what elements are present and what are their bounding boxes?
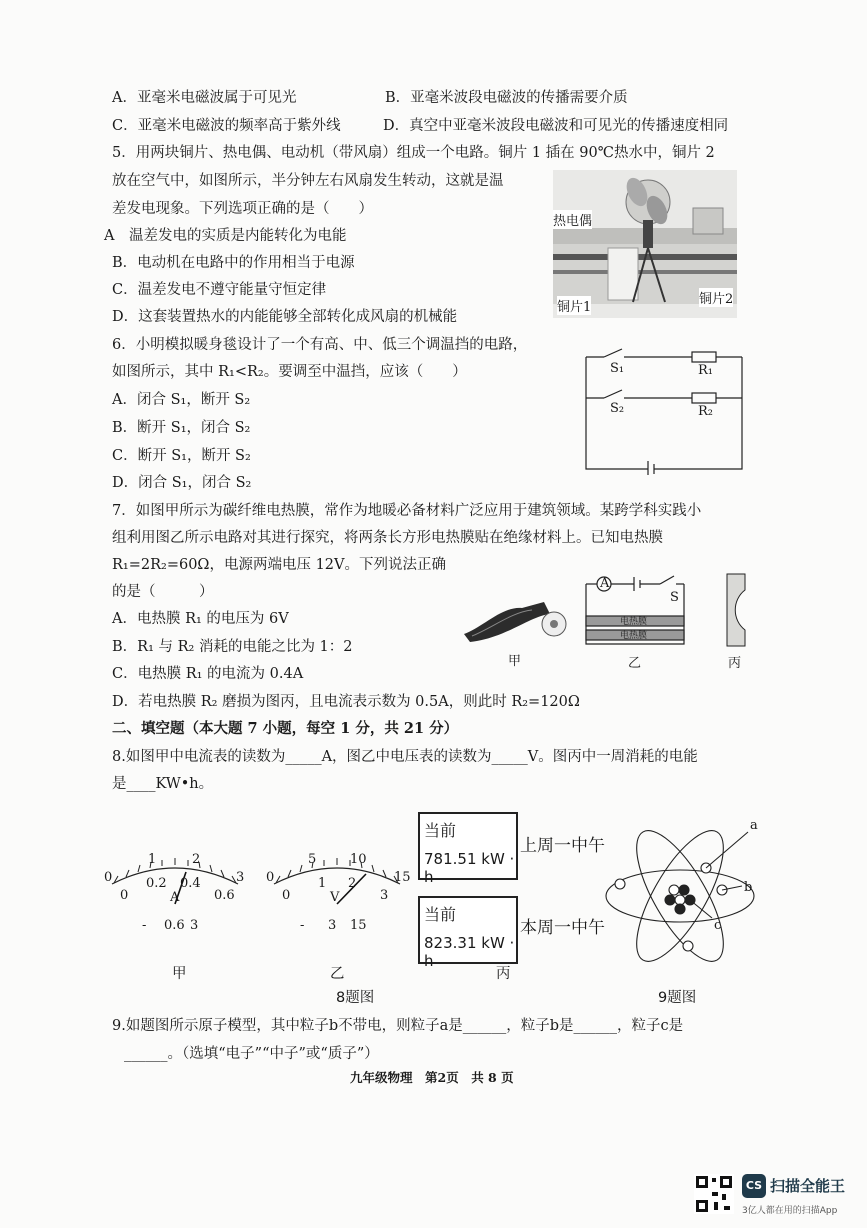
voltmeter-top-tick-0: 0 — [266, 870, 275, 885]
ammeter-bottom-tick-2: 0.4 — [180, 876, 201, 891]
q6-option-c: C．断开 S₁，断开 S₂ — [112, 448, 251, 464]
camscanner-logo — [742, 1174, 766, 1198]
q9-stem-line1: 9.如题图所示原子模型，其中粒子b不带电，则粒子a是______，粒子b是______，粒子c是 — [112, 1018, 684, 1034]
energy-meter-last-week — [418, 812, 518, 886]
fig-jia-caption: 甲 — [508, 654, 522, 669]
switch-s2-label: S₂ — [610, 401, 625, 416]
ammeter-bottom-tick-1: 0.2 — [146, 876, 167, 891]
q4-option-d: D．真空中亚毫米波段电磁波和可见光的传播速度相同 — [383, 118, 729, 134]
fig9-caption: 9题图 — [658, 990, 697, 1006]
worn-film-bing — [724, 572, 754, 670]
switch-s-label: S — [670, 590, 679, 605]
fig8-caption-jia: 甲 — [172, 966, 187, 982]
q4-option-a: A．亚毫米电磁波属于可见光 — [112, 90, 297, 106]
atom-label-a: a — [750, 818, 758, 833]
cs-logo-text: CS — [745, 1179, 763, 1192]
meter1-label: 当前 — [424, 821, 457, 840]
copper2-label: 铜片2 — [699, 288, 733, 307]
q5-stem-line2: 放在空气中，如图所示，半分钟左右风扇发生转动，这就是温 — [112, 173, 504, 189]
voltmeter-bottom-tick-1: 1 — [318, 876, 327, 891]
atom-model-diagram — [600, 814, 770, 984]
ammeter-top-tick-0: 0 — [104, 870, 113, 885]
q7-option-d: D．若电热膜 R₂ 磨损为图丙，且电流表示数为 0.5A，则此时 R₂=120Ω — [112, 694, 580, 710]
q7-circuit-yi — [584, 572, 714, 670]
switch-s1-label: S₁ — [610, 361, 625, 376]
section2-title: 二、填空题（本大题 7 小题，每空 1 分，共 21 分） — [112, 720, 459, 737]
page-footer: 九年级物理 第2页 共 8 页 — [350, 1070, 514, 1085]
q6-stem-line1: 6．小明模拟暖身毯设计了一个有高、中、低三个调温挡的电路， — [112, 337, 528, 353]
resistor-r1-label: R₁ — [698, 363, 713, 378]
q7-stem-line1: 7．如图甲所示为碳纤维电热膜，常作为地暖必备材料广泛应用于建筑领域。某跨学科实践小 — [112, 503, 702, 519]
thermoelectric-photo — [553, 170, 737, 318]
q7-option-a: A．电热膜 R₁ 的电压为 6V — [112, 611, 289, 627]
q5-option-a: A 温差发电的实质是内能转化为电能 — [104, 228, 347, 244]
q8-stem-line1: 8.如图甲中电流表的读数为_____A，图乙中电压表的读数为_____V。图丙中一周消耗的电能 — [112, 749, 698, 765]
q6-option-b: B．断开 S₁，闭合 S₂ — [112, 420, 251, 436]
meter2-reading: 823.31 kW · h — [424, 934, 515, 970]
copper1-label: 铜片1 — [557, 296, 591, 315]
ammeter-bottom-tick-0: 0 — [120, 888, 129, 903]
ammeter-bottom-tick-3: 0.6 — [214, 888, 235, 903]
voltmeter-bottom-tick-0: 0 — [282, 888, 291, 903]
ammeter-top-tick-1: 1 — [148, 852, 157, 867]
q4-option-b: B．亚毫米波段电磁波的传播需要介质 — [385, 90, 628, 106]
q8-stem-line2: 是____KW•h。 — [112, 776, 214, 792]
brand-name: 扫描全能王 — [770, 1177, 846, 1195]
meter1-reading: 781.51 kW · h — [424, 850, 515, 886]
energy-meter-this-week — [418, 896, 518, 970]
q7-option-c: C．电热膜 R₁ 的电流为 0.4A — [112, 666, 304, 682]
q5-option-b: B．电动机在电路中的作用相当于电源 — [112, 255, 355, 271]
voltmeter-bottom-tick-2: 2 — [348, 876, 357, 891]
q7-option-b: B．R₁ 与 R₂ 消耗的电能之比为 1：2 — [112, 639, 353, 655]
resistor-r2-label: R₂ — [698, 404, 713, 419]
q5-option-c: C．温差发电不遵守能量守恒定律 — [112, 282, 327, 298]
meter2-label: 当前 — [424, 905, 457, 924]
q7-stem-line3: R₁=2R₂=60Ω，电源两端电压 12V。下列说法正确 — [112, 557, 446, 573]
ammeter-dial — [100, 848, 250, 938]
q4-option-c: C．亚毫米电磁波的频率高于紫外线 — [112, 118, 341, 134]
fig8-caption-bing: 丙 — [496, 966, 511, 982]
qr-code-icon — [694, 1174, 734, 1214]
thermocouple-label: 热电偶 — [553, 210, 592, 229]
voltmeter-bottom-tick-3: 3 — [380, 888, 389, 903]
ammeter-terminal-neg: - — [142, 918, 147, 933]
q5-stem-line3: 差发电现象。下列选项正确的是（ ） — [112, 201, 373, 217]
film2-label: 电热膜 — [620, 631, 648, 641]
ammeter-terminal-0-6: 0.6 — [164, 918, 185, 933]
q6-stem-line2: 如图所示，其中 R₁<R₂。要调至中温挡，应该（ ） — [112, 364, 467, 380]
voltmeter-top-tick-3: 15 — [394, 870, 411, 885]
q7-stem-line2: 组利用图乙所示电路对其进行探究，将两条长方形电热膜贴在绝缘材料上。已知电热膜 — [112, 530, 663, 546]
voltmeter-terminal-15: 15 — [350, 918, 367, 933]
ammeter-terminal-3: 3 — [190, 918, 199, 933]
fig-bing-caption-q7: 丙 — [728, 656, 742, 671]
q9-stem-line2: ______。（选填“电子”“中子”或“质子”） — [124, 1046, 379, 1062]
fig8-caption-yi: 乙 — [330, 966, 345, 982]
q7-stem-line4: 的是（ ） — [112, 584, 214, 600]
ammeter-unit: A — [170, 890, 180, 905]
ammeter-top-tick-3: 3 — [236, 870, 245, 885]
ammeter-top-tick-2: 2 — [192, 852, 201, 867]
brand-tagline: 3亿人都在用的扫描App — [742, 1206, 838, 1216]
film1-label: 电热膜 — [620, 617, 648, 627]
fig8-caption: 8题图 — [336, 990, 375, 1006]
q6-circuit-diagram — [584, 343, 744, 475]
atom-label-b: b — [744, 880, 753, 895]
voltmeter-terminal-neg: - — [300, 918, 305, 933]
voltmeter-dial — [262, 848, 412, 938]
q5-option-d: D．这套装置热水的内能能够全部转化成风扇的机械能 — [112, 309, 458, 325]
q6-option-d: D．闭合 S₁，闭合 S₂ — [112, 475, 252, 491]
voltmeter-unit: V — [330, 890, 340, 905]
meter1-caption: 上周一中午 — [520, 836, 605, 856]
voltmeter-terminal-3: 3 — [328, 918, 337, 933]
voltmeter-top-tick-2: 10 — [350, 852, 367, 867]
q5-stem-line1: 5．用两块铜片、热电偶、电动机（带风扇）组成一个电路。铜片 1 插在 90℃热水中，铜片 2 — [112, 145, 715, 161]
atom-label-c: c — [714, 918, 722, 933]
fig-yi-caption: 乙 — [628, 656, 642, 671]
voltmeter-top-tick-1: 5 — [308, 852, 317, 867]
heating-film-roll-photo — [462, 598, 572, 668]
ammeter-symbol-label: A — [600, 576, 610, 591]
q6-option-a: A．闭合 S₁，断开 S₂ — [112, 392, 251, 408]
meter2-caption: 本周一中午 — [520, 918, 605, 938]
